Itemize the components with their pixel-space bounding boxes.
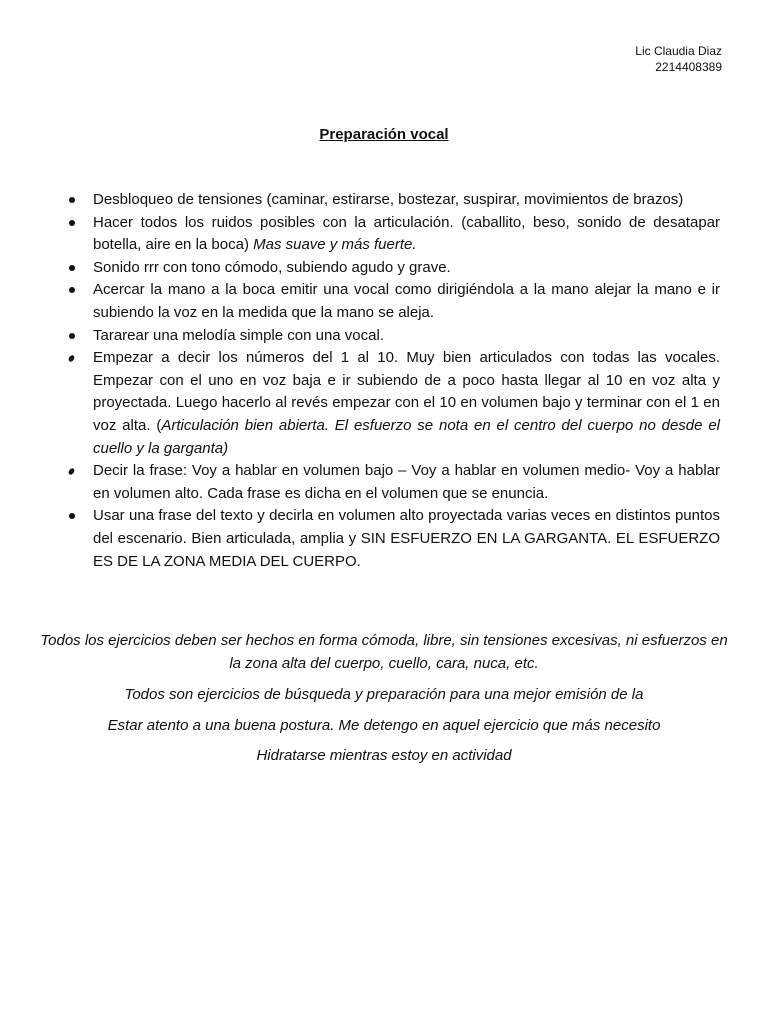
list-item bbox=[66, 279, 720, 324]
list-item-emphasis: Mas suave y más fuerte. bbox=[253, 236, 417, 254]
list-item bbox=[66, 212, 720, 257]
bullet-icon bbox=[69, 197, 75, 203]
document-title: Preparación vocal bbox=[319, 126, 449, 143]
list-item bbox=[66, 460, 720, 505]
list-item-emphasis: Articulación bien abierta. El esfuerzo se nota en el centro del cuerpo no desde el cuello y la garganta) bbox=[93, 416, 720, 457]
list-item bbox=[66, 505, 720, 573]
list-item-text: Hacer todos los ruidos posibles con la articulación. (caballito, beso, sonido de desatapar botella, aire en la boca) bbox=[93, 213, 720, 254]
bullet-icon bbox=[67, 467, 75, 476]
list-item bbox=[66, 347, 720, 460]
author-name: Lic Claudia Diaz bbox=[635, 44, 722, 58]
closing-notes bbox=[40, 629, 728, 767]
bullet-icon bbox=[69, 333, 75, 339]
list-item-text: Decir la frase: Voy a hablar en volumen bajo – Voy a hablar en volumen medio- Voy a hablar en volumen alto. Cada frase es dicha en el volumen que se enuncia. bbox=[93, 462, 720, 502]
list-item-text: Tararear una melodía simple con una vocal. bbox=[93, 326, 384, 344]
list-item-text: Empezar a decir los números del 1 al 10. Muy bien articulados con todas las vocales. Empezar con el uno en voz baja e ir subiendo de a poco hasta llegar al 10 en voz alta y proyectada. Luego hacerlo al revés empezar con el 10 en volumen bajo y terminar con el 1 en voz alta. ( bbox=[93, 349, 720, 434]
list-item bbox=[66, 257, 720, 280]
list-item-text: Acercar la mano a la boca emitir una vocal como dirigiéndola a la mano alejar la mano e ir subiendo la voz en la medida que la mano se aleja. bbox=[93, 281, 720, 321]
bullet-icon bbox=[69, 287, 75, 293]
author-phone: 2214408389 bbox=[655, 60, 722, 74]
note-paragraph: Todos son ejercicios de búsqueda y preparación para una mejor emisión de la bbox=[124, 686, 644, 703]
bullet-icon bbox=[69, 220, 75, 226]
list-item-text: Desbloqueo de tensiones (caminar, estirarse, bostezar, suspirar, movimientos de brazos) bbox=[93, 191, 684, 208]
note-paragraph: Estar atento a una buena postura. Me detengo en aquel ejercicio que más necesito bbox=[107, 717, 661, 734]
bullet-icon bbox=[69, 265, 75, 271]
note-paragraph: Hidratarse mientras estoy en actividad bbox=[256, 747, 512, 764]
bullet-icon bbox=[67, 354, 75, 363]
list-item bbox=[66, 325, 720, 348]
list-item-text: Sonido rrr con tono cómodo, subiendo agudo y grave. bbox=[93, 258, 451, 276]
author-header bbox=[635, 43, 722, 75]
bullet-icon bbox=[69, 513, 75, 519]
list-item bbox=[66, 189, 720, 212]
exercise-list bbox=[66, 189, 720, 573]
note-paragraph: Todos los ejercicios deben ser hechos en forma cómoda, libre, sin tensiones excesivas, ni esfuerzos en la zona alta del cuerpo, cuello, cara, nuca, etc. bbox=[40, 632, 728, 672]
list-item-text: Usar una frase del texto y decirla en volumen alto proyectada varias veces en distintos puntos del escenario. Bien articulada, amplia y SIN ESFUERZO EN LA GARGANTA. EL ESFUERZO ES DE LA ZONA MEDIA DEL CUERPO. bbox=[93, 507, 720, 570]
